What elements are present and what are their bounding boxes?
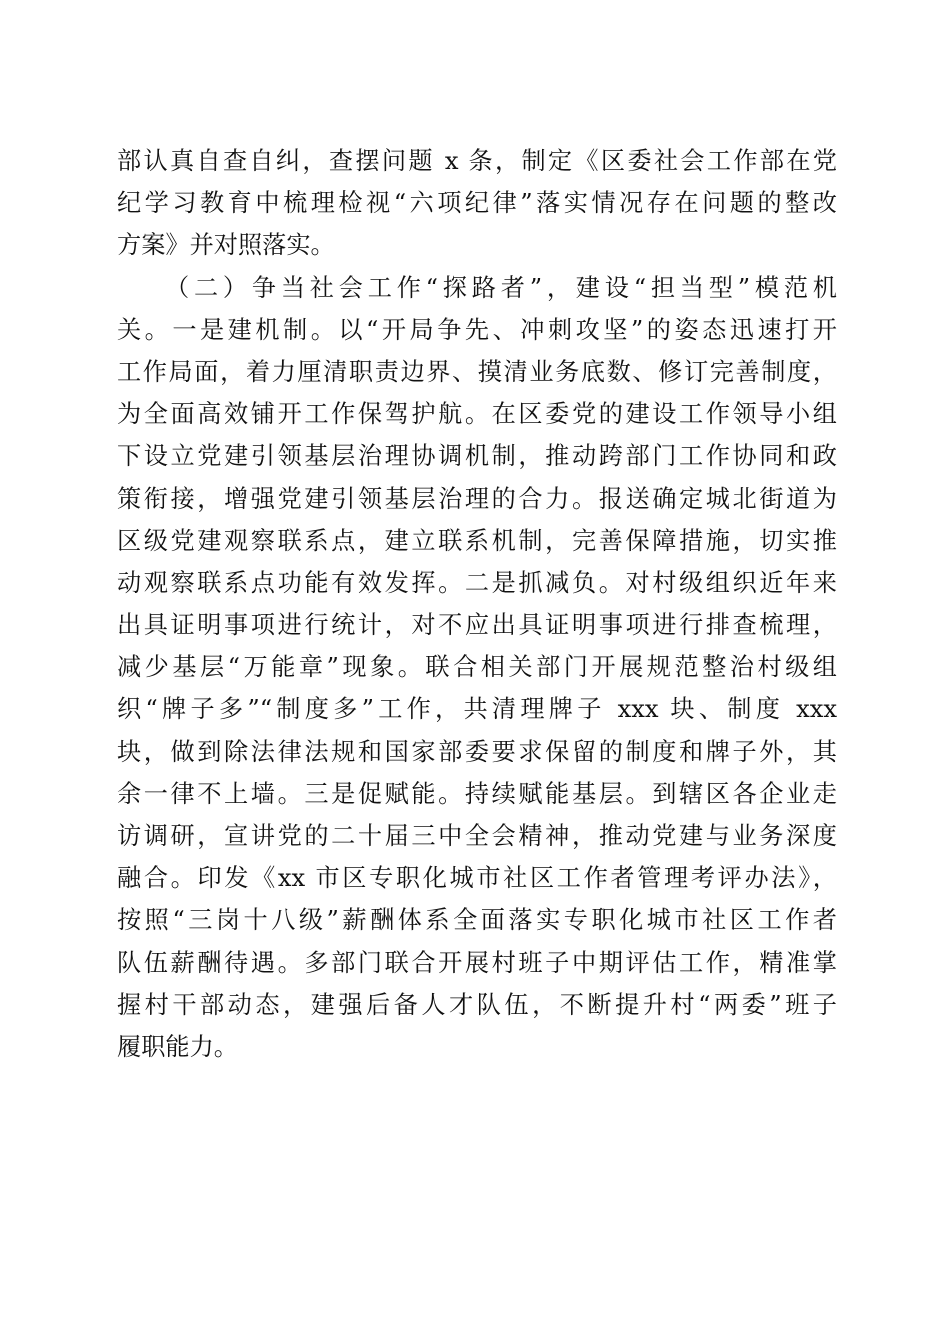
text-line: 策衔接，增强党建引领基层治理的合力。报送确定城北街道为 <box>117 484 837 513</box>
text-line: 握村干部动态，建强后备人才队伍，不断提升村“两委”班子 <box>117 990 837 1019</box>
text-line: 工作局面，着力厘清职责边界、摸清业务底数、修订完善制度， <box>117 357 837 386</box>
text-line: 织“牌子多”“制度多”工作，共清理牌子 xxx 块、制度 xxx <box>117 695 837 724</box>
text-line: 履职能力。 <box>117 1032 238 1061</box>
document-body <box>117 140 837 1068</box>
text-line: 访调研，宣讲党的二十届三中全会精神，推动党建与业务深度 <box>117 822 837 850</box>
text-line: 关。一是建机制。以“开局争先、冲刺攻坚”的姿态迅速打开 <box>117 315 837 344</box>
text-line: 下设立党建引领基层治理协调机制，推动跨部门工作协同和政 <box>117 442 837 471</box>
text-line: 动观察联系点功能有效发挥。二是抓减负。对村级组织近年来 <box>117 568 837 597</box>
text-line: 纪学习教育中梳理检视“六项纪律”落实情况存在问题的整改 <box>117 189 837 218</box>
text-line: 减少基层“万能章”现象。联合相关部门开展规范整治村级组 <box>117 653 837 682</box>
text-line: 出具证明事项进行统计，对不应出具证明事项进行排查梳理， <box>117 611 837 640</box>
paragraph-pathfinder-section <box>117 267 837 1069</box>
text-line: 余一律不上墙。三是促赋能。持续赋能基层。到辖区各企业走 <box>117 779 837 808</box>
text-line: 部认真自查自纠，查摆问题 x 条，制定《区委社会工作部在党 <box>117 147 837 175</box>
text-line: 为全面高效铺开工作保驾护航。在区委党的建设工作领导小组 <box>117 400 837 429</box>
text-line: 区级党建观察联系点，建立联系机制，完善保障措施，切实推 <box>117 526 837 555</box>
section-heading-line: （二）争当社会工作“探路者”，建设“担当型”模范机 <box>165 273 837 302</box>
paragraph-self-inspection <box>117 140 837 267</box>
text-line: 方案》并对照落实。 <box>117 231 335 260</box>
text-line: 按照“三岗十八级”薪酬体系全面落实专职化城市社区工作者 <box>117 906 837 935</box>
text-line: 块，做到除法律法规和国家部委要求保留的制度和牌子外，其 <box>117 737 837 766</box>
text-line: 队伍薪酬待遇。多部门联合开展村班子中期评估工作，精准掌 <box>117 948 837 977</box>
text-line: 融合。印发《xx 市区专职化城市社区工作者管理考评办法》， <box>117 864 837 893</box>
